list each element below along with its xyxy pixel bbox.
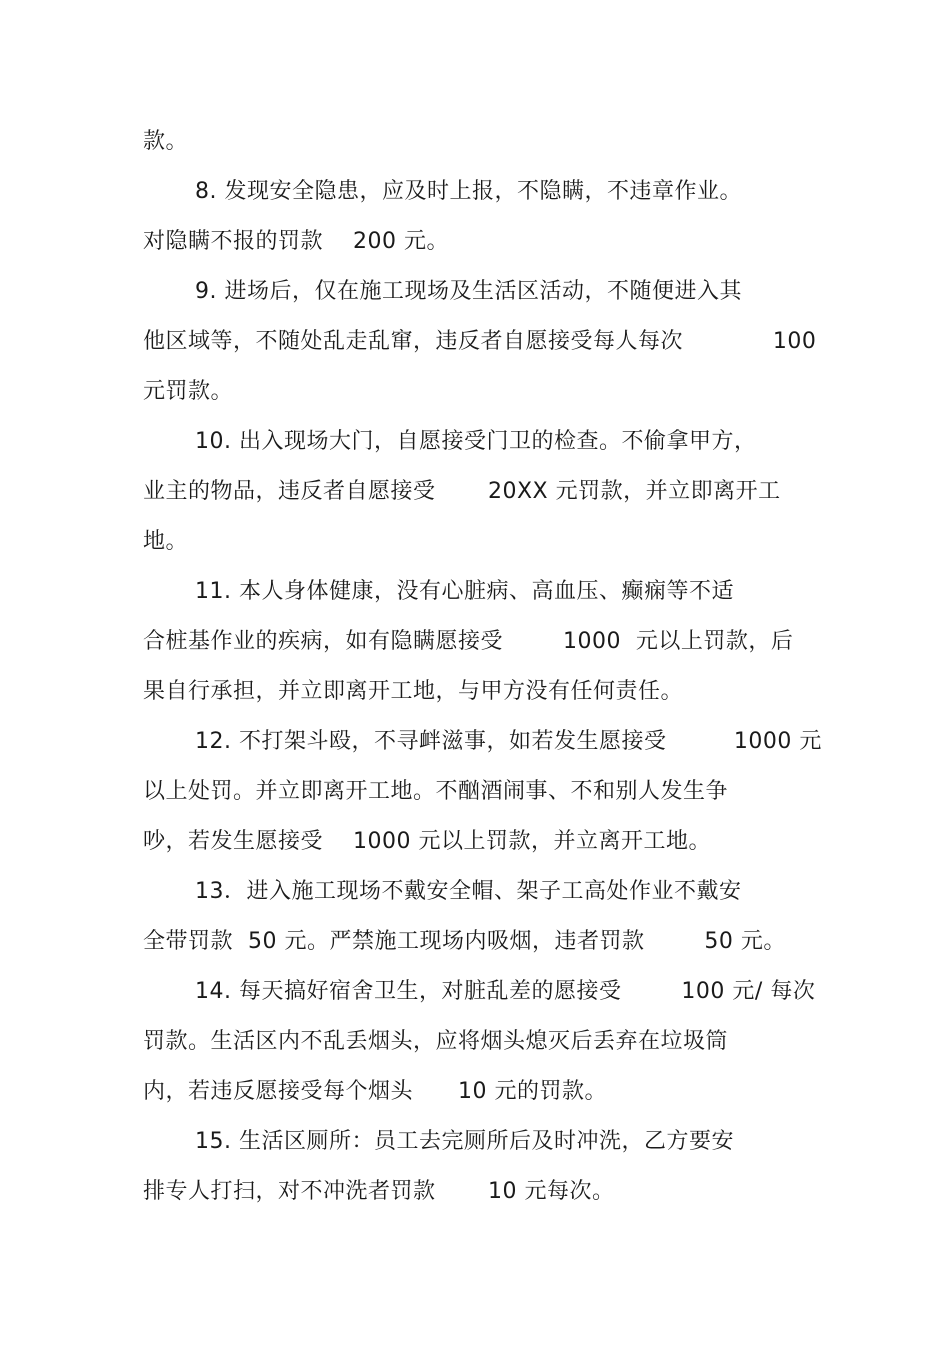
text-line: 14. 每天搞好宿舍卫生，对脏乱差的愿接受 100 元/ 每次 <box>195 979 816 1004</box>
text-line: 对隐瞒不报的罚款 200 元。 <box>143 229 449 254</box>
text-line: 11. 本人身体健康，没有心脏病、高血压、癫痫等不适 <box>195 579 734 604</box>
text-line: 地。 <box>143 529 189 554</box>
text-line: 合桩基作业的疾病，如有隐瞒愿接受 1000 元以上罚款，后 <box>143 629 794 654</box>
text-line: 13．进入施工现场不戴安全帽、架子工高处作业不戴安 <box>195 879 742 904</box>
text-line: 业主的物品，违反者自愿接受 20XX 元罚款，并立即离开工 <box>143 479 781 504</box>
text-line: 果自行承担，并立即离开工地，与甲方没有任何责任。 <box>143 679 684 704</box>
text-line: 以上处罚。并立即离开工地。不酗酒闹事、不和别人发生争 <box>143 779 729 804</box>
text-line: 8. 发现安全隐患，应及时上报，不隐瞒，不违章作业。 <box>195 179 742 204</box>
text-line: 15. 生活区厕所：员工去完厕所后及时冲洗，乙方要安 <box>195 1129 734 1154</box>
text-line: 款。 <box>143 129 189 154</box>
text-line: 排专人打扫，对不冲洗者罚款 10 元每次。 <box>143 1179 615 1204</box>
text-line: 全带罚款 50 元。严禁施工现场内吸烟，违者罚款 50 元。 <box>143 929 786 954</box>
text-line: 吵，若发生愿接受 1000 元以上罚款，并立离开工地。 <box>143 829 711 854</box>
text-line: 他区域等，不随处乱走乱窜，违反者自愿接受每人每次 100 <box>143 329 817 354</box>
text-line: 12. 不打架斗殴，不寻衅滋事，如若发生愿接受 1000 元 <box>195 729 822 754</box>
text-line: 9. 进场后，仅在施工现场及生活区活动，不随便进入其 <box>195 279 742 304</box>
text-line: 10. 出入现场大门，自愿接受门卫的检查。不偷拿甲方， <box>195 429 757 454</box>
text-line: 内，若违反愿接受每个烟头 10 元的罚款。 <box>143 1079 607 1104</box>
text-line: 元罚款。 <box>143 379 234 404</box>
text-line: 罚款。生活区内不乱丢烟头，应将烟头熄灭后丢弃在垃圾筒 <box>143 1029 729 1054</box>
